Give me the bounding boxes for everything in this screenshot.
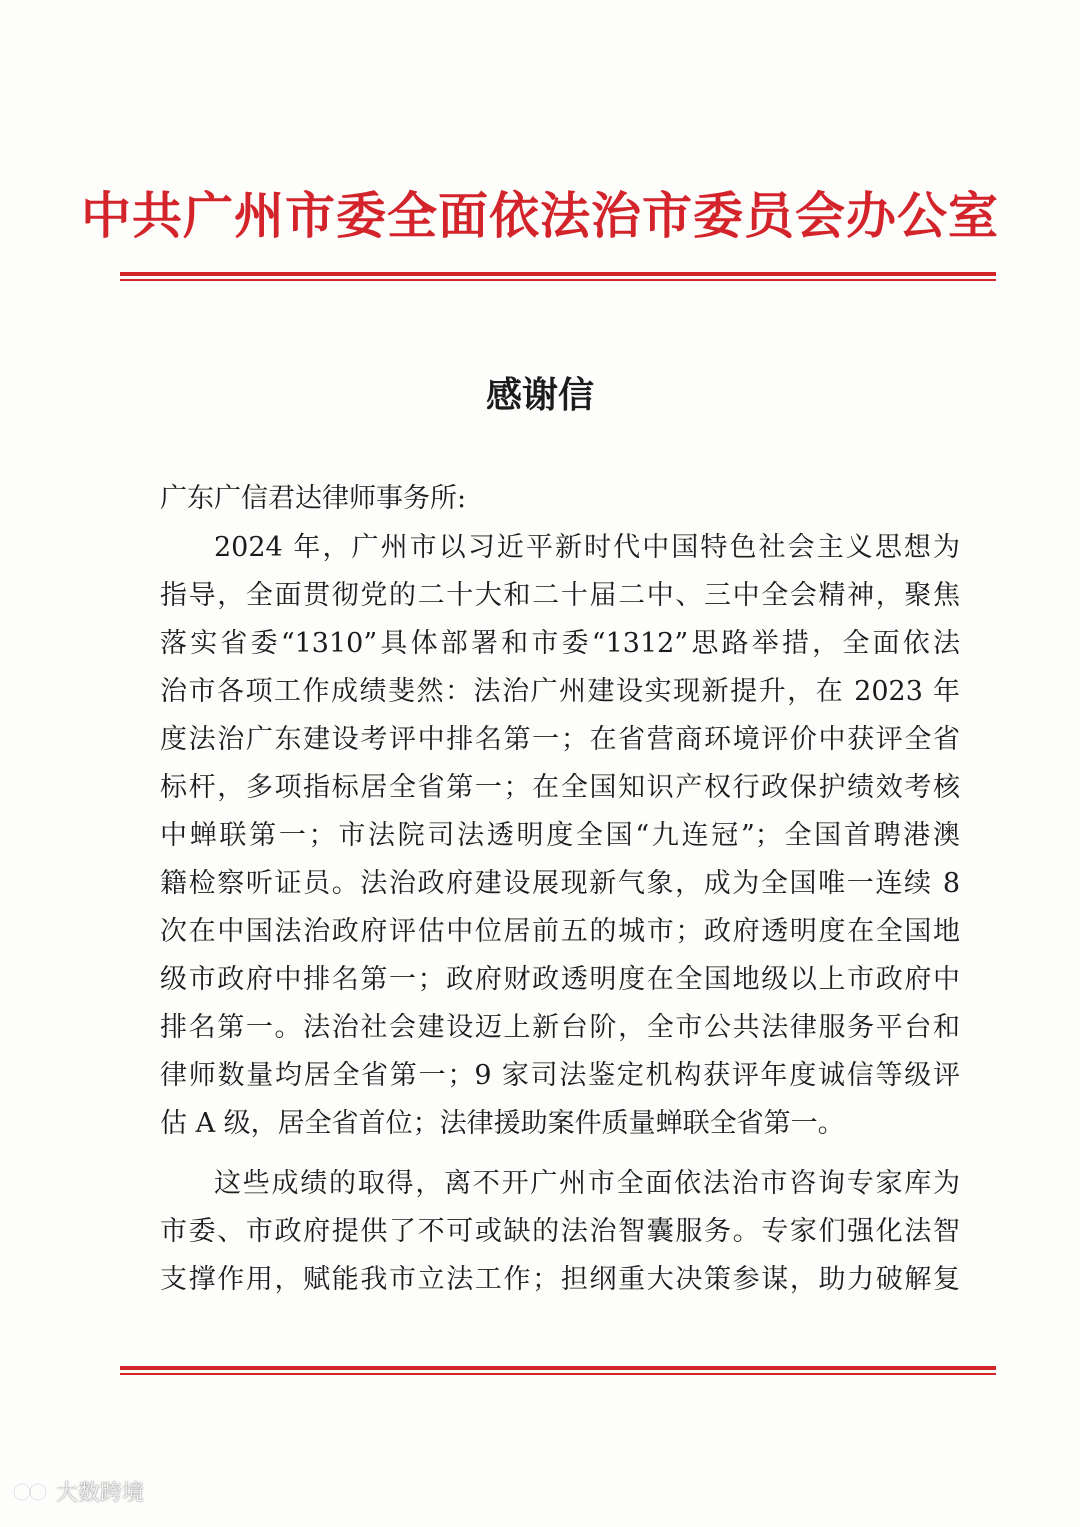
- paragraph-1-line: 次在中国法治政府评估中位居前五的城市；政府透明度在全国地: [160, 916, 960, 947]
- paragraph-1-line: 级市政府中排名第一；政府财政透明度在全国地级以上市政府中: [160, 964, 960, 995]
- paragraph-2-line: 市委、市政府提供了不可或缺的法治智囊服务。专家们强化法智: [160, 1216, 960, 1247]
- paragraph-1-line: 2024 年，广州市以习近平新时代中国特色社会主义思想为: [214, 532, 960, 563]
- paragraph-1-line: 中蝉联第一；市法院司法透明度全国“九连冠”；全国首聘港澳: [160, 820, 960, 851]
- watermark-logo-icon: [12, 1479, 52, 1505]
- paragraph-1-line: 落实省委“1310”具体部署和市委“1312”思路举措，全面依法: [160, 628, 960, 659]
- watermark: [12, 1476, 144, 1507]
- paragraph-1-line: 标杆，多项指标居全省第一；在全国知识产权行政保护绩效考核: [160, 772, 960, 803]
- document-title: 感谢信: [485, 374, 594, 416]
- paragraph-1-line: 估 A 级，居全省首位；法律援助案件质量蝉联全省第一。: [160, 1108, 845, 1139]
- salutation: 广东广信君达律师事务所:: [160, 483, 467, 514]
- paragraph-1-line: 度法治广东建设考评中排名第一；在省营商环境评价中获评全省: [160, 724, 960, 755]
- footer-divider: [120, 1366, 996, 1375]
- letterhead-org-name: 中共广州市委全面依法治市委员会办公室: [81, 187, 999, 245]
- paragraph-2: [160, 1160, 960, 1304]
- paragraph-1-line: 排名第一。法治社会建设迈上新台阶，全市公共法律服务平台和: [160, 1012, 960, 1043]
- paragraph-1-line: 籍检察听证员。法治政府建设展现新气象，成为全国唯一连续 8: [160, 868, 960, 899]
- paragraph-1-line: 治市各项工作成绩斐然：法治广州建设实现新提升，在 2023 年: [160, 676, 960, 707]
- paragraph-2-line: 支撑作用，赋能我市立法工作；担纲重大决策参谋，助力破解复: [160, 1264, 960, 1295]
- watermark-text: 大数跨境: [56, 1481, 145, 1506]
- paragraph-1-line: 指导，全面贯彻党的二十大和二十届二中、三中全会精神，聚焦: [160, 580, 960, 611]
- paragraph-2-line: 这些成绩的取得，离不开广州市全面依法治市咨询专家库为: [214, 1168, 960, 1199]
- paragraph-1: [160, 524, 960, 1148]
- letterhead-divider: [120, 272, 996, 281]
- paragraph-1-line: 律师数量均居全省第一；9 家司法鉴定机构获评年度诚信等级评: [160, 1060, 960, 1091]
